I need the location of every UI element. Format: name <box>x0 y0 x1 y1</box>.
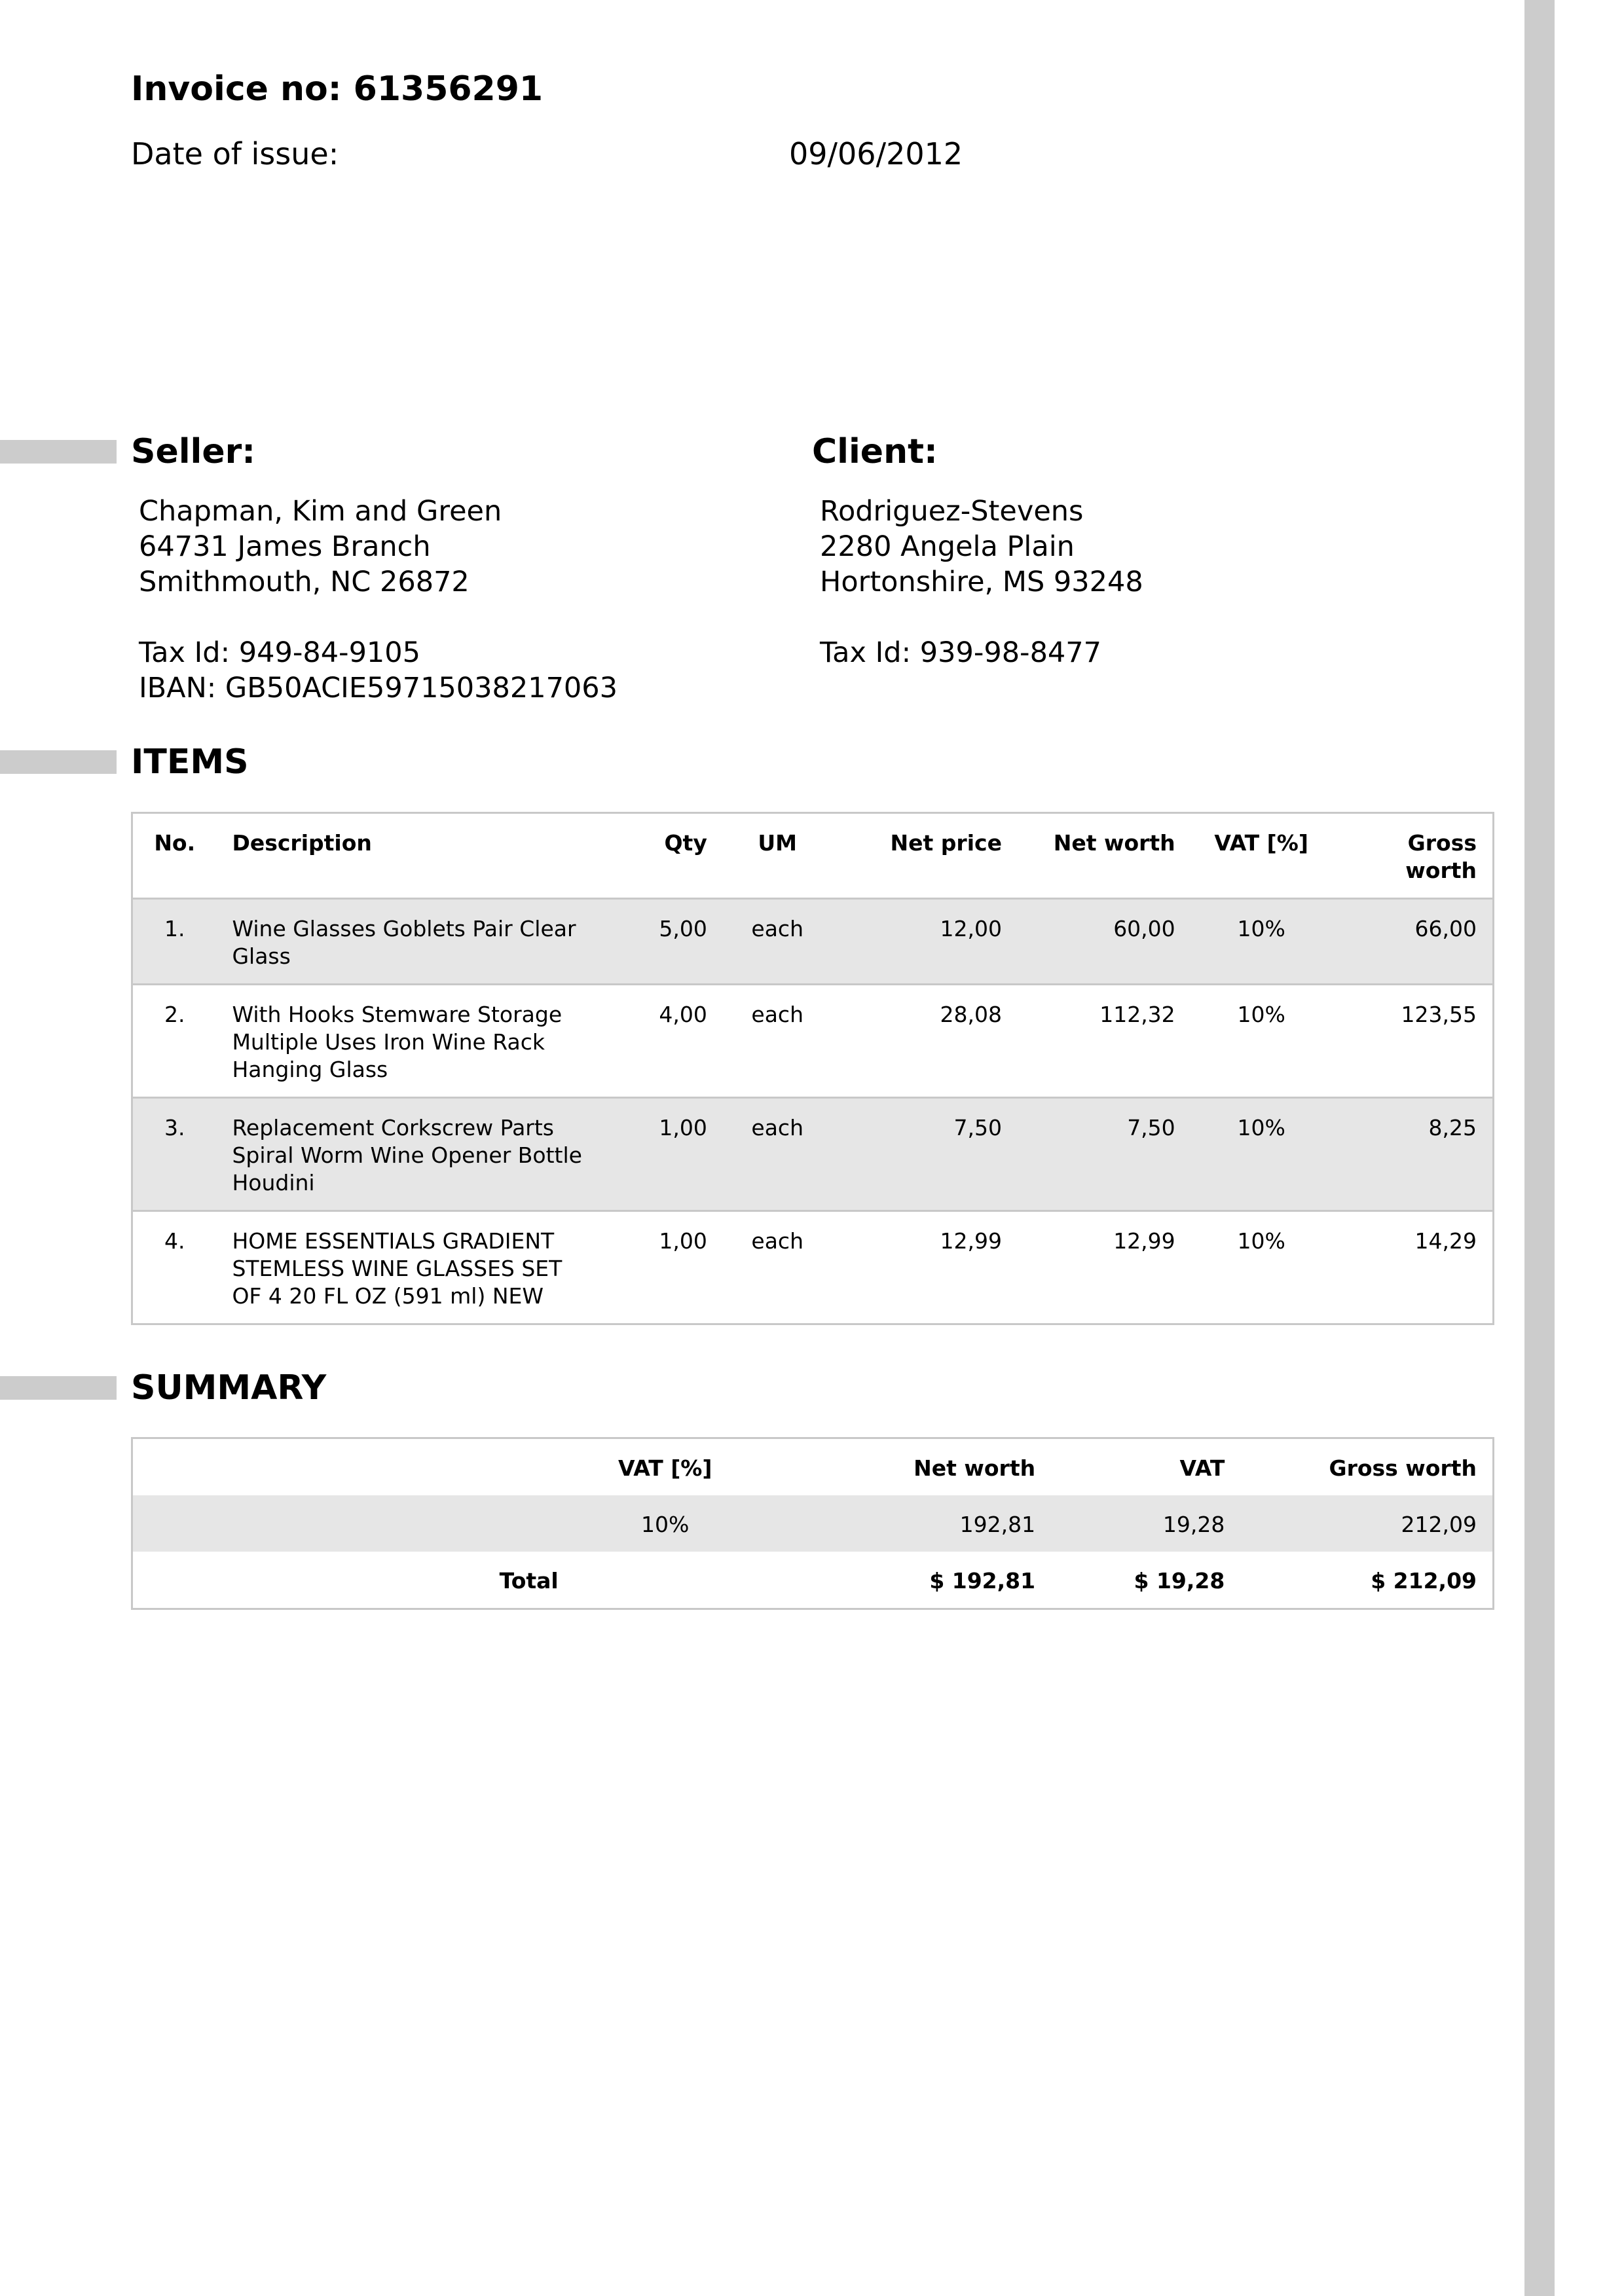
item-no: 1. <box>164 916 185 941</box>
summary-col-header-gross-worth: Gross worth <box>1329 1455 1477 1481</box>
item-qty: 1,00 <box>659 1228 707 1254</box>
item-vat: 10% <box>1237 916 1285 941</box>
item-vat: 10% <box>1237 1228 1285 1254</box>
item-no: 3. <box>164 1115 185 1140</box>
item-um: each <box>751 916 803 941</box>
date-of-issue-label: Date of issue: <box>131 136 339 172</box>
item-vat: 10% <box>1237 1002 1285 1027</box>
summary-total-net-worth: $ 192,81 <box>929 1568 1036 1594</box>
summary-col-header-vat-amount: VAT <box>1179 1455 1225 1481</box>
client-heading: Client: <box>812 432 938 471</box>
item-net-price: 7,50 <box>953 1115 1002 1140</box>
item-qty: 5,00 <box>659 916 707 941</box>
item-gross-worth: 8,25 <box>1428 1115 1477 1140</box>
item-net-worth: 12,99 <box>1113 1228 1175 1254</box>
summary-table <box>131 1437 1494 1610</box>
item-net-price: 28,08 <box>940 1002 1002 1027</box>
item-gross-worth: 66,00 <box>1414 916 1477 941</box>
table-row <box>132 899 1494 985</box>
item-net-worth: 60,00 <box>1113 916 1175 941</box>
date-of-issue-value: 09/06/2012 <box>789 136 963 172</box>
item-net-price: 12,99 <box>940 1228 1002 1254</box>
seller-address-line1: 64731 James Branch <box>139 530 431 563</box>
summary-total-label: Total <box>499 1568 559 1594</box>
seller-tax-id: Tax Id: 949-84-9105 <box>139 636 420 669</box>
seller-details <box>139 494 618 706</box>
item-gross-worth: 123,55 <box>1401 1002 1477 1027</box>
summary-net-worth: 192,81 <box>959 1512 1036 1537</box>
item-description: Wine Glasses Goblets Pair Clear Glass <box>232 916 576 969</box>
item-vat: 10% <box>1237 1115 1285 1140</box>
client-address-line1: 2280 Angela Plain <box>820 530 1075 563</box>
summary-gross-worth: 212,09 <box>1401 1512 1477 1537</box>
item-qty: 1,00 <box>659 1115 707 1140</box>
item-um: each <box>751 1228 803 1254</box>
client-tax-id: Tax Id: 939-98-8477 <box>820 636 1101 669</box>
summary-label-column <box>132 1438 574 1496</box>
items-header-row <box>132 813 1494 899</box>
col-header-no: No. <box>154 830 196 856</box>
seller-heading: Seller: <box>131 432 256 471</box>
col-header-qty: Qty <box>664 830 707 856</box>
client-details <box>820 494 1143 670</box>
col-header-um: UM <box>758 830 798 856</box>
summary-total-row <box>132 1552 1494 1609</box>
summary-section-marker <box>0 1376 117 1400</box>
items-section-marker <box>0 750 117 774</box>
client-address-line2: Hortonshire, MS 93248 <box>820 566 1143 598</box>
col-header-net-price: Net price <box>890 830 1002 856</box>
summary-row <box>132 1495 1494 1552</box>
table-row <box>132 1211 1494 1324</box>
summary-total-gross-worth: $ 212,09 <box>1371 1568 1477 1594</box>
seller-section-marker <box>0 440 117 464</box>
item-um: each <box>751 1115 803 1140</box>
client-name: Rodriguez-Stevens <box>820 495 1084 528</box>
col-header-vat: VAT [%] <box>1214 830 1308 856</box>
item-um: each <box>751 1002 803 1027</box>
table-row <box>132 985 1494 1098</box>
seller-address-line2: Smithmouth, NC 26872 <box>139 566 470 598</box>
item-qty: 4,00 <box>659 1002 707 1027</box>
item-net-price: 12,00 <box>940 916 1002 941</box>
item-gross-worth: 14,29 <box>1414 1228 1477 1254</box>
item-net-worth: 112,32 <box>1099 1002 1175 1027</box>
item-description: With Hooks Stemware Storage Multiple Uses Iron Wine Rack Hanging Glass <box>232 1002 563 1082</box>
col-header-gross-worth: Gross worth <box>1405 830 1477 883</box>
item-description: HOME ESSENTIALS GRADIENT STEMLESS WINE GLASSES SET OF 4 20 FL OZ (591 ml) NEW <box>232 1228 563 1309</box>
summary-col-header-vat: VAT [%] <box>618 1455 712 1481</box>
item-no: 4. <box>164 1228 185 1254</box>
items-heading: ITEMS <box>131 742 249 782</box>
col-header-description: Description <box>232 830 372 856</box>
col-header-net-worth: Net worth <box>1053 830 1175 856</box>
item-net-worth: 7,50 <box>1127 1115 1175 1140</box>
right-margin-bar <box>1524 0 1555 2296</box>
seller-iban: IBAN: GB50ACIE59715038217063 <box>139 672 618 704</box>
invoice-title: Invoice no: 61356291 <box>131 69 544 109</box>
item-description: Replacement Corkscrew Parts Spiral Worm Wine Opener Bottle Houdini <box>232 1115 582 1195</box>
summary-vat-rate: 10% <box>641 1512 690 1537</box>
summary-header-row <box>132 1438 1494 1496</box>
summary-vat-amount: 19,28 <box>1162 1512 1225 1537</box>
summary-heading: SUMMARY <box>131 1368 327 1408</box>
seller-name: Chapman, Kim and Green <box>139 495 502 528</box>
items-table <box>131 812 1494 1325</box>
item-no: 2. <box>164 1002 185 1027</box>
summary-total-vat-amount: $ 19,28 <box>1134 1568 1225 1594</box>
table-row <box>132 1098 1494 1211</box>
summary-col-header-net-worth: Net worth <box>913 1455 1036 1481</box>
